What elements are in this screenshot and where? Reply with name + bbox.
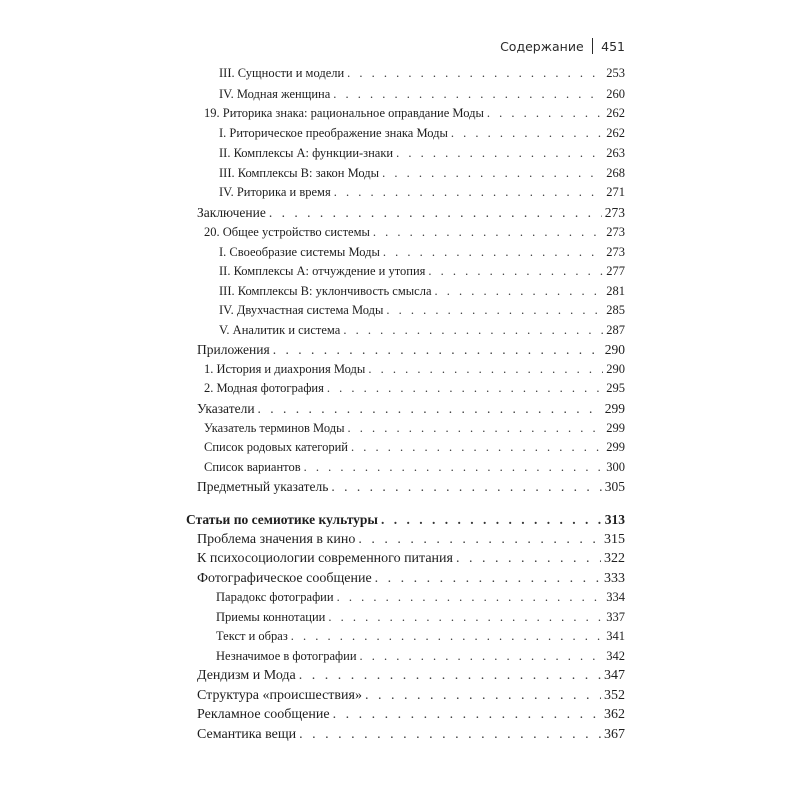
- toc-entry-page: 277: [606, 264, 625, 278]
- toc-entry-page: 299: [604, 401, 625, 416]
- dot-leader: [328, 610, 603, 624]
- toc-entry[interactable]: [204, 106, 625, 121]
- toc-entry-title: III. Комплексы В: уклончивость смысла: [219, 284, 432, 298]
- dot-leader: [348, 421, 604, 435]
- dot-leader: [333, 707, 601, 722]
- toc-entry-title: Предметный указатель: [197, 479, 329, 494]
- toc-entry[interactable]: [197, 727, 625, 743]
- toc-entry[interactable]: [197, 551, 625, 567]
- toc-entry-title: Парадокс фотографии: [216, 590, 334, 604]
- toc-entry[interactable]: [219, 166, 625, 181]
- toc-entry-page: 341: [606, 629, 625, 643]
- toc-entry-title: К психосоциологии современного питания: [197, 551, 453, 566]
- toc-entry[interactable]: [219, 126, 625, 141]
- toc-entry-page: 271: [606, 185, 625, 199]
- toc-entry[interactable]: [204, 225, 625, 240]
- dot-leader: [375, 571, 601, 586]
- toc-entry-title: Структура «происшествия»: [197, 688, 362, 703]
- toc-entry-page: 367: [604, 727, 625, 742]
- dot-leader: [360, 649, 604, 663]
- dot-leader: [358, 532, 601, 547]
- toc-entry[interactable]: [197, 668, 625, 684]
- toc-entry-title: V. Аналитик и система: [219, 323, 341, 337]
- toc-entry-title: Статьи по семиотике культуры: [186, 512, 378, 527]
- dot-leader: [396, 146, 603, 160]
- toc-entry-title: Список родовых категорий: [204, 440, 348, 454]
- toc-entry[interactable]: [204, 381, 625, 396]
- dot-leader: [351, 440, 603, 454]
- toc-entry-page: 362: [604, 707, 625, 722]
- toc-entry-page: 263: [606, 146, 625, 160]
- toc-entry-page: 290: [606, 362, 625, 376]
- dot-leader: [368, 362, 603, 376]
- toc-entry-page: 347: [604, 668, 625, 683]
- dot-leader: [299, 668, 601, 683]
- dot-leader: [382, 166, 603, 180]
- toc-entry[interactable]: [216, 610, 625, 625]
- toc-entry[interactable]: [197, 571, 625, 587]
- dot-leader: [343, 323, 603, 337]
- toc-entry[interactable]: [204, 440, 625, 455]
- toc-entry[interactable]: [197, 401, 625, 417]
- dot-leader: [381, 512, 602, 527]
- dot-leader: [291, 629, 603, 643]
- toc-entry-title: IV. Двухчастная система Моды: [219, 303, 384, 317]
- dot-leader: [327, 381, 603, 395]
- dot-leader: [299, 727, 601, 742]
- section-title: Содержание: [500, 38, 584, 54]
- toc-entry[interactable]: [219, 264, 625, 279]
- toc-entry-title: III. Сущности и модели: [219, 66, 345, 80]
- toc-entry[interactable]: [204, 362, 625, 377]
- toc-entry-page: 299: [606, 421, 625, 435]
- toc-entry-title: Семантика вещи: [197, 727, 297, 742]
- dot-leader: [386, 303, 603, 317]
- toc-entry-title: Рекламное сообщение: [197, 707, 330, 722]
- toc-entry[interactable]: [197, 342, 625, 358]
- toc-entry-title: II. Комплексы А: функции-знаки: [219, 146, 394, 160]
- dot-leader: [373, 225, 603, 239]
- toc-entry-page: 337: [606, 610, 625, 624]
- toc-entry-page: 253: [606, 66, 625, 80]
- toc-entry-page: 273: [604, 205, 625, 220]
- toc-entry-title: Приемы коннотации: [216, 610, 326, 624]
- toc-entry-title: IV. Модная женщина: [219, 87, 331, 101]
- toc-entry-page: 273: [606, 225, 625, 239]
- toc-entry-title: 19. Риторика знака: рациональное оправдание Моды: [204, 106, 484, 120]
- toc-entry-page: 315: [604, 532, 625, 547]
- toc-entry-title: I. Риторическое преображение знака Моды: [219, 126, 448, 140]
- toc-entry-page: 305: [604, 479, 625, 494]
- toc-entry-page: 273: [606, 245, 625, 259]
- toc-entry-title: Указатели: [197, 401, 255, 416]
- toc-entry-title: III. Комплексы В: закон Моды: [219, 166, 380, 180]
- dot-leader: [487, 106, 603, 120]
- dot-leader: [347, 66, 603, 80]
- toc-entry-title: II. Комплексы А: отчуждение и утопия: [219, 264, 426, 278]
- toc-entry[interactable]: [216, 590, 625, 605]
- toc-entry-page: 290: [604, 342, 625, 357]
- toc-entry[interactable]: [216, 629, 625, 644]
- toc-entry[interactable]: [219, 185, 625, 200]
- toc-entry-page: 268: [606, 166, 625, 180]
- toc-entry[interactable]: [219, 284, 625, 299]
- toc-entry-page: 333: [604, 571, 625, 586]
- dot-leader: [456, 551, 601, 566]
- toc-entry-page: 295: [606, 381, 625, 395]
- toc-entry-title: 20. Общее устройство системы: [204, 225, 370, 239]
- toc-entry-title: Список вариантов: [204, 460, 301, 474]
- toc-entry-title: 2. Модная фотография: [204, 381, 324, 395]
- toc-entry-page: 281: [606, 284, 625, 298]
- toc-entry[interactable]: [219, 303, 625, 318]
- toc-entry-page: 262: [606, 106, 625, 120]
- toc-entry-title: Дендизм и Мода: [197, 668, 296, 683]
- toc-entry-title: Текст и образ: [216, 629, 288, 643]
- dot-leader: [258, 401, 602, 416]
- toc-entry-page: 313: [604, 512, 625, 527]
- toc-entry-page: 322: [604, 551, 625, 566]
- dot-leader: [451, 126, 603, 140]
- toc-entry-title: Приложения: [197, 342, 270, 357]
- toc-entry-page: 287: [606, 323, 625, 337]
- toc-entry[interactable]: [186, 512, 625, 528]
- dot-leader: [273, 342, 602, 357]
- toc-entry[interactable]: [197, 688, 625, 704]
- toc-entry-page: 300: [606, 460, 625, 474]
- toc-entry[interactable]: [197, 707, 625, 723]
- toc-entry-page: 342: [606, 649, 625, 663]
- toc-entry[interactable]: [204, 421, 625, 436]
- dot-leader: [304, 460, 604, 474]
- dot-leader: [365, 688, 601, 703]
- toc-entry[interactable]: [219, 87, 625, 102]
- dot-leader: [333, 87, 603, 101]
- toc-entry-title: 1. История и диахрония Моды: [204, 362, 366, 376]
- toc-entry-page: 299: [606, 440, 625, 454]
- toc-entry[interactable]: [197, 205, 625, 221]
- toc-entry[interactable]: [219, 245, 625, 260]
- toc-entry[interactable]: [219, 146, 625, 161]
- dot-leader: [428, 264, 603, 278]
- toc-entry[interactable]: [197, 479, 625, 495]
- dot-leader: [435, 284, 604, 298]
- page-number: 451: [601, 38, 625, 54]
- dot-leader: [383, 245, 603, 259]
- dot-leader: [334, 185, 604, 199]
- toc-entry-title: I. Своеобразие системы Моды: [219, 245, 380, 259]
- dot-leader: [331, 479, 601, 494]
- toc-entry-page: 285: [606, 303, 625, 317]
- dot-leader: [269, 205, 602, 220]
- toc-entry[interactable]: [197, 532, 625, 548]
- toc-entry-page: 334: [606, 590, 625, 604]
- dot-leader: [337, 590, 604, 604]
- toc-entry[interactable]: [219, 323, 625, 338]
- toc-entry-title: Указатель терминов Моды: [204, 421, 345, 435]
- toc-entry-page: 260: [606, 87, 625, 101]
- toc-entry-title: Проблема значения в кино: [197, 532, 356, 547]
- toc-entry-title: Фотографическое сообщение: [197, 571, 372, 586]
- toc-entry-title: IV. Риторика и время: [219, 185, 331, 199]
- toc-entry[interactable]: [219, 66, 625, 81]
- toc-entry-title: Заключение: [197, 205, 266, 220]
- toc-entry[interactable]: [204, 460, 625, 475]
- toc-entry[interactable]: [216, 649, 625, 664]
- toc-entry-title: Незначимое в фотографии: [216, 649, 357, 663]
- toc-entry-page: 352: [604, 688, 625, 703]
- toc-entry-page: 262: [606, 126, 625, 140]
